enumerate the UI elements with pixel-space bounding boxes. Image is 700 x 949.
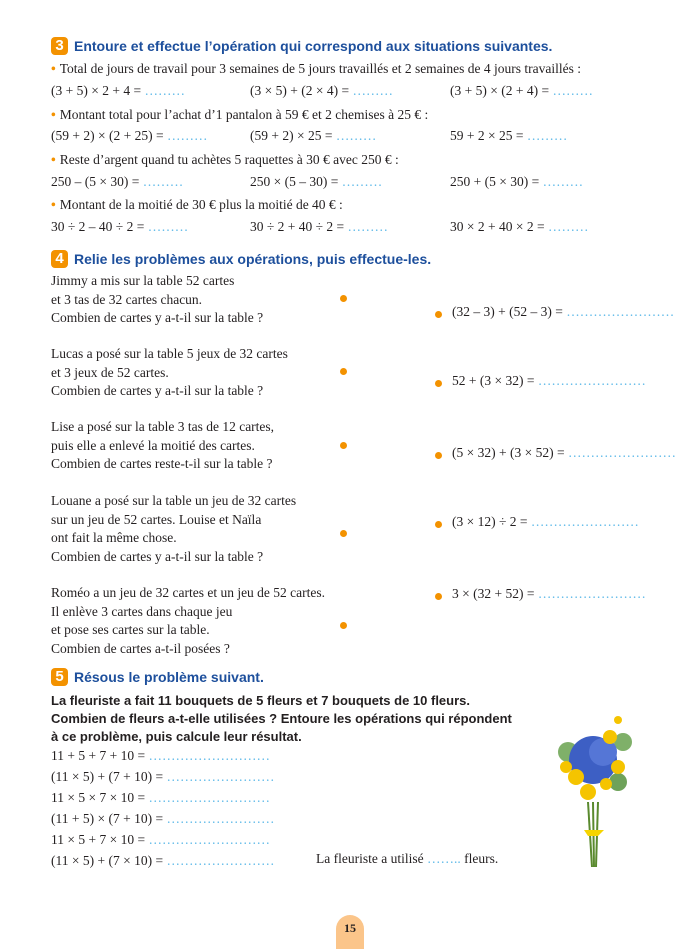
problem-link-dot[interactable]	[340, 295, 347, 302]
answer-blank[interactable]: ………	[341, 174, 383, 189]
operation-text: (59 + 2) × (2 + 25) =	[51, 128, 164, 143]
problem-line: Il enlève 3 cartes dans chaque jeu	[51, 603, 233, 619]
operation-text: (3 × 12) ÷ 2 =	[452, 514, 528, 529]
operation-item	[452, 373, 646, 389]
flower-bouquet-image	[548, 712, 648, 872]
page-number: 15	[336, 915, 364, 949]
problem-link-dot[interactable]	[340, 442, 347, 449]
operation-choice[interactable]	[51, 219, 188, 235]
problem-line: Lucas a posé sur la table 5 jeux de 32 cartes	[51, 346, 288, 361]
situation-text	[51, 152, 399, 168]
operation-item	[452, 304, 674, 320]
operation-text: (11 × 5) + (7 × 10) =	[51, 853, 164, 868]
problem-line: et pose ses cartes sur la table.	[51, 622, 210, 637]
answer-blank[interactable]: ………	[352, 83, 393, 98]
problem-line: Combien de cartes a-t-il posées ?	[51, 640, 230, 656]
problem-line: Combien de cartes reste-t-il sur la table ?	[51, 456, 273, 471]
answer-blank[interactable]: ………	[542, 174, 584, 189]
operation-text: 250 – (5 × 30) =	[51, 174, 140, 189]
answer-blank[interactable]: ……………………	[567, 445, 676, 460]
exercise-4-title: Relie les problèmes aux opérations, puis effectue-les.	[74, 251, 432, 267]
operation-choice[interactable]	[51, 174, 183, 190]
operation-text: 30 × 2 + 40 × 2 =	[450, 219, 545, 234]
bullet: •	[51, 152, 56, 167]
problem-line: sur un jeu de 52 cartes. Louise et Naïla	[51, 511, 262, 527]
operation-text: 30 ÷ 2 + 40 ÷ 2 =	[250, 219, 345, 234]
problem-line: et 3 tas de 32 cartes chacun.	[51, 291, 203, 307]
operation-text: 11 × 5 × 7 × 10 =	[51, 790, 146, 805]
problem-line: Combien de cartes y a-t-il sur la table ?	[51, 383, 264, 398]
operation-text: (59 + 2) × 25 =	[250, 128, 333, 143]
operation-choice[interactable]	[51, 811, 274, 827]
answer-blank[interactable]: ………………………	[148, 748, 270, 763]
answer-blank[interactable]: ………	[552, 83, 593, 98]
operation-text: 30 ÷ 2 – 40 ÷ 2 =	[51, 219, 145, 234]
operation-choice[interactable]	[51, 853, 274, 869]
operation-link-dot[interactable]	[435, 521, 442, 528]
operation-link-dot[interactable]	[435, 593, 442, 600]
operation-text: 11 + 5 + 7 + 10 =	[51, 748, 146, 763]
operation-choice[interactable]	[450, 174, 583, 190]
problem-line: Combien de cartes y a-t-il sur la table ?	[51, 310, 264, 325]
problem-line: et 3 jeux de 52 cartes.	[51, 364, 169, 380]
operation-choice[interactable]	[51, 832, 270, 848]
operation-choice[interactable]	[51, 769, 274, 785]
operation-link-dot[interactable]	[435, 452, 442, 459]
operation-text: (3 + 5) × 2 + 4 =	[51, 83, 142, 98]
answer-blank[interactable]: ………………………	[148, 832, 270, 847]
problem-line: ont fait la même chose.	[51, 530, 177, 545]
answer-blank[interactable]: ………	[335, 128, 377, 143]
exercise-5-title: Résous le problème suivant.	[74, 669, 264, 685]
problem-line: Lise a posé sur la table 3 tas de 12 cartes,	[51, 419, 275, 434]
operation-text: (32 – 3) + (52 – 3) =	[452, 304, 563, 319]
answer-blank[interactable]: ……..	[426, 851, 461, 866]
exercise-3-number: 3	[51, 37, 68, 55]
problem-text	[51, 492, 296, 566]
operation-choice[interactable]	[250, 128, 376, 144]
operation-choice[interactable]	[250, 174, 382, 190]
operation-choice[interactable]	[51, 128, 207, 144]
answer-prefix: La fleuriste a utilisé	[316, 851, 424, 866]
operation-text: (5 × 32) + (3 × 52) =	[452, 445, 565, 460]
bullet: •	[51, 61, 56, 76]
answer-blank[interactable]: ……………………	[166, 811, 275, 826]
problem-statement-line: à ce problème, puis calcule leur résultat.	[51, 729, 302, 744]
problem-text	[51, 272, 263, 328]
problem-line: puis elle a enlevé la moitié des cartes.	[51, 437, 255, 453]
answer-blank[interactable]: ………	[547, 219, 589, 234]
operation-text: 3 × (32 + 52) =	[452, 586, 535, 601]
operation-text: (3 + 5) × (2 + 4) =	[450, 83, 550, 98]
situation-label: Total de jours de travail pour 3 semaines de 5 jours travaillés et 2 semaines de 4 jours travaillés :	[59, 61, 582, 76]
problem-text	[51, 584, 325, 658]
problem-statement-line: La fleuriste a fait 11 bouquets de 5 fleurs et 7 bouquets de 10 fleurs.	[51, 693, 471, 708]
problem-link-dot[interactable]	[340, 622, 347, 629]
exercise-5-number: 5	[51, 668, 68, 686]
operation-text: 11 × 5 + 7 × 10 =	[51, 832, 146, 847]
operation-item	[452, 586, 646, 602]
operation-text: 250 × (5 – 30) =	[250, 174, 339, 189]
operation-text: (11 × 5) + (7 + 10) =	[51, 769, 164, 784]
situation-text	[51, 107, 428, 123]
operation-item	[452, 514, 639, 530]
operation-choice[interactable]	[51, 748, 270, 764]
answer-suffix: fleurs.	[464, 851, 499, 866]
operation-link-dot[interactable]	[435, 380, 442, 387]
answer-blank[interactable]: ………	[166, 128, 208, 143]
operation-text: 250 + (5 × 30) =	[450, 174, 540, 189]
exercise-4-number: 4	[51, 250, 68, 268]
operation-text: (3 × 5) + (2 × 4) =	[250, 83, 350, 98]
operation-text: (11 + 5) × (7 + 10) =	[51, 811, 164, 826]
operation-link-dot[interactable]	[435, 311, 442, 318]
exercise-3-title: Entoure et effectue l’opération qui correspond aux situations suivantes.	[74, 38, 553, 54]
answer-sentence	[316, 851, 498, 867]
problem-line: Combien de cartes y a-t-il sur la table ?	[51, 548, 264, 564]
answer-blank[interactable]: ………	[347, 219, 389, 234]
operation-choice[interactable]	[250, 83, 393, 99]
operation-item	[452, 445, 676, 461]
situation-text	[51, 61, 581, 77]
operation-choice[interactable]	[51, 83, 185, 99]
answer-blank[interactable]: ………	[142, 174, 184, 189]
operation-choice[interactable]	[450, 219, 588, 235]
answer-blank[interactable]: ………	[147, 219, 189, 234]
answer-blank[interactable]: ……………………	[530, 514, 639, 529]
problem-line: Jimmy a mis sur la table 52 cartes	[51, 273, 235, 288]
operation-choice[interactable]	[250, 219, 388, 235]
operation-choice[interactable]	[450, 128, 567, 144]
problem-text	[51, 345, 288, 401]
problem-line: Louane a posé sur la table un jeu de 32 cartes	[51, 493, 297, 508]
situation-label: Montant de la moitié de 30 € plus la moitié de 40 € :	[59, 197, 343, 212]
problem-link-dot[interactable]	[340, 368, 347, 375]
problem-link-dot[interactable]	[340, 530, 347, 537]
operation-text: 52 + (3 × 32) =	[452, 373, 535, 388]
answer-blank[interactable]: ……………………	[566, 304, 675, 319]
problem-text	[51, 418, 274, 474]
operation-choice[interactable]	[450, 83, 593, 99]
bullet: •	[51, 197, 56, 212]
answer-blank[interactable]: ……………………	[537, 373, 646, 388]
operation-text: 59 + 2 × 25 =	[450, 128, 524, 143]
problem-line: Roméo a un jeu de 32 cartes et un jeu de 52 cartes.	[51, 585, 326, 600]
problem-statement-line: Combien de fleurs a-t-elle utilisées ? Entoure les opérations qui répondent	[51, 711, 512, 726]
situation-text	[51, 197, 343, 213]
operation-choice[interactable]	[51, 790, 270, 806]
answer-blank[interactable]: ………………………	[148, 790, 270, 805]
situation-label: Montant total pour l’achat d’1 pantalon à 59 € et 2 chemises à 25 € :	[59, 107, 429, 122]
answer-blank[interactable]: ………	[144, 83, 185, 98]
answer-blank[interactable]: ……………………	[166, 853, 275, 868]
answer-blank[interactable]: ……………………	[537, 586, 646, 601]
answer-blank[interactable]: ………	[526, 128, 568, 143]
situation-label: Reste d’argent quand tu achètes 5 raquettes à 30 € avec 250 € :	[59, 152, 399, 167]
bullet: •	[51, 107, 56, 122]
answer-blank[interactable]: ……………………	[166, 769, 275, 784]
